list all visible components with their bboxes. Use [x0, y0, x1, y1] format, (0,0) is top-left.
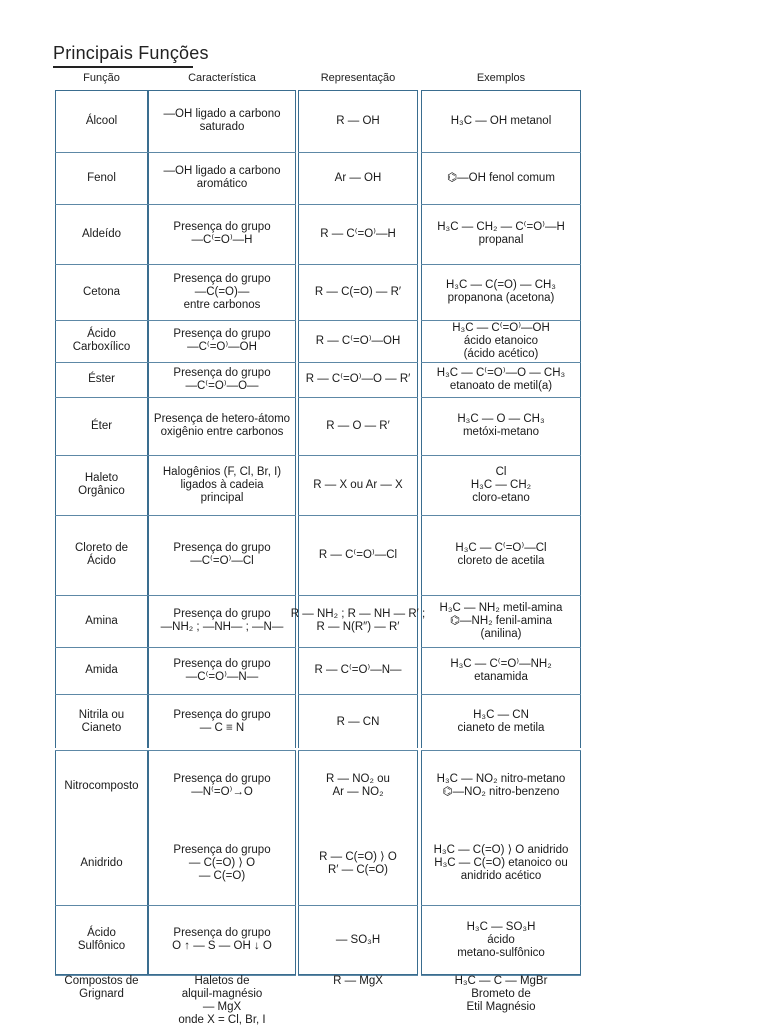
cell-repr [298, 152, 418, 204]
cell-line: Aldeído [81, 227, 121, 240]
cell-line: R — C⁽=O⁾—N— [314, 664, 402, 676]
cell-line: H₃C — C⁽=O⁾—O — CH₃ [436, 366, 566, 379]
cell-line: H₃C — NH₂ metil-amina [439, 601, 563, 614]
cell-line: entre carbonos [183, 298, 261, 311]
cell-line: (anilina) [480, 627, 522, 640]
cell-line: — SO₃H [335, 933, 381, 946]
cell-line: H₃C — C(=O) — CH₃ [446, 279, 556, 291]
cell-line: cloro-etano [472, 491, 530, 504]
cell-line: Nitrila ou [78, 709, 125, 721]
cell-line: Amina [85, 614, 118, 627]
cell-line: R — NO₂ ou [326, 773, 390, 785]
cell-line: Fenol [87, 171, 116, 184]
cell-ex [421, 822, 581, 905]
cell-line: Presença do grupo [173, 272, 271, 285]
cell-line: principal [200, 491, 244, 504]
cell-line: R — C(=O) — R′ [314, 285, 402, 298]
cell-line: — C(=O) [198, 870, 246, 882]
cell-line: —OH ligado a carbono [163, 108, 281, 120]
cell-line: Presença do grupo [173, 366, 271, 379]
cell-line: Amida [85, 664, 118, 676]
cell-line: onde X = Cl, Br, I [178, 1014, 266, 1026]
cell-line: R′ — C(=O) [328, 863, 388, 876]
cell-line: Éter [90, 419, 113, 432]
cell-repr [298, 320, 418, 362]
cell-line: H₃C — C(=O) ⟩ O anidrido [433, 844, 569, 856]
cell-funcao [55, 455, 148, 515]
header-funcao: Função [83, 72, 120, 84]
cell-line: Compostos de [64, 975, 139, 987]
cell-funcao [55, 750, 148, 822]
cell-line: ácido [487, 933, 515, 946]
page-title: Principais Funções [53, 43, 209, 63]
cell-funcao [55, 320, 148, 362]
cell-line: R — C⁽=O⁾—OH [315, 334, 401, 347]
cell-funcao [55, 152, 148, 204]
cell-line: H₃C — C⁽=O⁾—NH₂ [450, 657, 552, 670]
cell-line: R — NH₂ ; R — NH — R′ ; [290, 608, 426, 620]
cell-line: —C⁽=O⁾—O— [185, 379, 259, 392]
cell-line: Presença do grupo [173, 773, 271, 785]
cell-repr [290, 595, 426, 647]
cell-line: —C⁽=O⁾—Cl [190, 555, 254, 567]
cell-line: Presença do grupo [173, 608, 271, 620]
cell-ex [421, 455, 581, 515]
cell-line: — MgX [202, 1001, 242, 1013]
cell-line: ⌬—NO₂ nitro-benzeno [442, 786, 560, 798]
cell-repr [298, 362, 418, 397]
cell-line: H₃C — O — CH₃ [457, 413, 545, 425]
cell-line: R — C(=O) ⟩ O [319, 850, 397, 863]
cell-repr [298, 397, 418, 455]
cell-line: Éster [88, 373, 115, 385]
cell-line: etanoato de metil(a) [449, 379, 553, 392]
cell-line: —C⁽=O⁾—H [191, 234, 253, 246]
cell-line: metano-sulfônico [457, 946, 545, 959]
cell-line: R — O — R′ [326, 419, 390, 432]
cell-line: Ácido [87, 555, 116, 567]
cell-line: cloreto de acetila [457, 555, 545, 567]
cell-repr [298, 647, 418, 694]
cell-line: metóxi-metano [462, 426, 540, 438]
cell-line: —C⁽=O⁾—N— [185, 670, 259, 683]
cell-line: Brometo de [471, 988, 531, 1000]
cell-line: Etil Magnésio [466, 1001, 536, 1013]
cell-ex [421, 694, 581, 750]
cell-line: propanal [478, 234, 524, 246]
header-exemplos: Exemplos [476, 72, 526, 84]
cell-line: Cloreto de [74, 542, 129, 554]
cell-ex [421, 90, 581, 152]
cell-line: propanona (acetona) [447, 292, 555, 304]
cell-line: Presença do grupo [173, 221, 271, 233]
cell-line: alquil-magnésio [181, 988, 263, 1000]
cell-line: Ar — OH [334, 171, 382, 184]
header-caracteristica: Característica [188, 72, 256, 84]
cell-line: R — C⁽=O⁾—H [320, 227, 396, 240]
cell-caract [148, 595, 296, 647]
cell-line: R — N(R″) — R′ [316, 621, 400, 633]
cell-line: —N⁽=O⁾→O [191, 786, 253, 798]
cell-line: —C⁽=O⁾—OH [187, 341, 257, 353]
cell-repr [298, 90, 418, 152]
cell-ex [421, 515, 581, 595]
cell-funcao [55, 905, 148, 975]
cell-line: etanamida [474, 670, 528, 683]
cell-line: R — MgX [333, 975, 383, 987]
cell-line: —C(=O)— [194, 285, 250, 298]
cell-line: R — C⁽=O⁾—O — R′ [305, 373, 411, 385]
cell-repr [298, 975, 418, 988]
cell-line: Presença do grupo [173, 844, 271, 856]
cell-ex [421, 152, 581, 204]
cell-line: cianeto de metila [457, 722, 545, 734]
cell-line: Cianeto [81, 722, 122, 734]
cell-funcao [55, 975, 148, 1001]
cell-caract [148, 822, 296, 905]
cell-funcao [55, 397, 148, 455]
cell-line: H₃C — C — MgBr [454, 975, 548, 987]
header-representacao: Representação [320, 72, 396, 84]
cell-line: H₃C — CH₂ — C⁽=O⁾—H [437, 221, 565, 233]
cell-funcao [55, 90, 148, 152]
cell-ex [421, 397, 581, 455]
cell-line: R — OH [336, 114, 380, 127]
cell-caract [148, 975, 296, 1027]
cell-ex [421, 905, 581, 975]
cell-ex [421, 595, 581, 647]
cell-line: Cetona [82, 285, 121, 298]
cell-caract [148, 90, 296, 152]
cell-ex [421, 750, 581, 822]
cell-line: Orgânico [78, 485, 125, 497]
cell-repr [298, 694, 418, 750]
cell-funcao [55, 362, 148, 397]
cell-repr [298, 905, 418, 975]
cell-caract [148, 320, 296, 362]
cell-caract [148, 264, 296, 320]
cell-line: saturado [199, 121, 245, 133]
cell-funcao [55, 264, 148, 320]
cell-line: H₃C — NO₂ nitro-metano [436, 773, 566, 785]
cell-line: Presença do grupo [173, 657, 271, 670]
cell-caract [148, 455, 296, 515]
cell-line: R — X ou Ar — X [313, 478, 403, 491]
cell-caract [148, 204, 296, 264]
cell-ex [421, 264, 581, 320]
cell-caract [148, 694, 296, 750]
cell-ex [421, 647, 581, 694]
cell-line: ⌬—NH₂ fenil-amina [449, 614, 553, 627]
cell-line: aromático [196, 178, 248, 190]
cell-line: ligados à cadeia [180, 478, 264, 491]
cell-caract [148, 397, 296, 455]
cell-line: Presença do grupo [173, 328, 271, 340]
cell-line: Halogênios (F, Cl, Br, I) [162, 465, 282, 478]
cell-line: R — CN [336, 715, 380, 728]
cell-line: H₃C — SO₃H [466, 920, 536, 933]
cell-funcao [55, 595, 148, 647]
cell-caract [148, 152, 296, 204]
cell-caract [148, 750, 296, 822]
cell-line: Presença do grupo [173, 709, 271, 721]
cell-caract [148, 647, 296, 694]
cell-line: Anidrido [80, 857, 123, 869]
cell-funcao [55, 204, 148, 264]
cell-line: H₃C — C⁽=O⁾—Cl [455, 542, 547, 554]
cell-line: oxigênio entre carbonos [160, 426, 284, 438]
cell-line: Haleto [84, 472, 119, 484]
title-underline [53, 66, 193, 68]
cell-ex [421, 320, 581, 362]
cell-line: Ácido [87, 927, 116, 939]
cell-funcao [55, 694, 148, 750]
cell-line: ácido etanoico [463, 334, 539, 347]
cell-line: H₃C — C⁽=O⁾—OH [452, 321, 550, 334]
cell-line: Presença do grupo [173, 542, 271, 554]
cell-line: (ácido acético) [463, 347, 539, 360]
cell-line: Ar — NO₂ [332, 786, 384, 798]
cell-repr [298, 264, 418, 320]
cell-line: Ácido [87, 328, 116, 340]
cell-line: —NH₂ ; —NH— ; —N— [160, 621, 284, 633]
cell-line: Nitrocomposto [64, 779, 139, 792]
cell-line: Carboxílico [72, 341, 131, 353]
cell-caract [148, 362, 296, 397]
cell-line: — C(=O) ⟩ O [188, 857, 256, 869]
cell-line: H₃C — C(=O) etanoico ou [434, 857, 568, 869]
cell-line: Grignard [79, 988, 124, 1000]
cell-funcao [55, 515, 148, 595]
cell-line: — C ≡ N [199, 722, 245, 734]
cell-caract [148, 515, 296, 595]
cell-ex [421, 362, 581, 397]
cell-line: —OH ligado a carbono [163, 165, 281, 177]
cell-repr [298, 750, 418, 822]
cell-line: ⌬—OH fenol comum [447, 171, 555, 184]
cell-ex [421, 975, 581, 1014]
cell-line: H₃C — OH metanol [450, 114, 552, 127]
cell-line: Presença de hetero-átomo [153, 413, 291, 425]
cell-caract [148, 905, 296, 975]
cell-line: Álcool [85, 114, 118, 127]
cell-line: H₃C — CN [473, 709, 529, 721]
cell-funcao [55, 647, 148, 694]
cell-repr [298, 455, 418, 515]
cell-line: anidrido acético [460, 870, 542, 882]
cell-line: Haletos de [194, 975, 250, 987]
cell-repr [298, 515, 418, 595]
cell-repr [298, 822, 418, 905]
cell-line: O ↑ — S — OH ↓ O [172, 940, 272, 952]
cell-ex [421, 204, 581, 264]
cell-line: Cl [495, 465, 507, 478]
cell-line: Sulfônico [77, 940, 126, 952]
cell-repr [298, 204, 418, 264]
cell-line: R — C⁽=O⁾—Cl [318, 548, 398, 561]
cell-funcao [55, 822, 148, 905]
cell-line: H₃C — CH₂ [470, 478, 532, 491]
cell-line: Presença do grupo [173, 927, 271, 939]
